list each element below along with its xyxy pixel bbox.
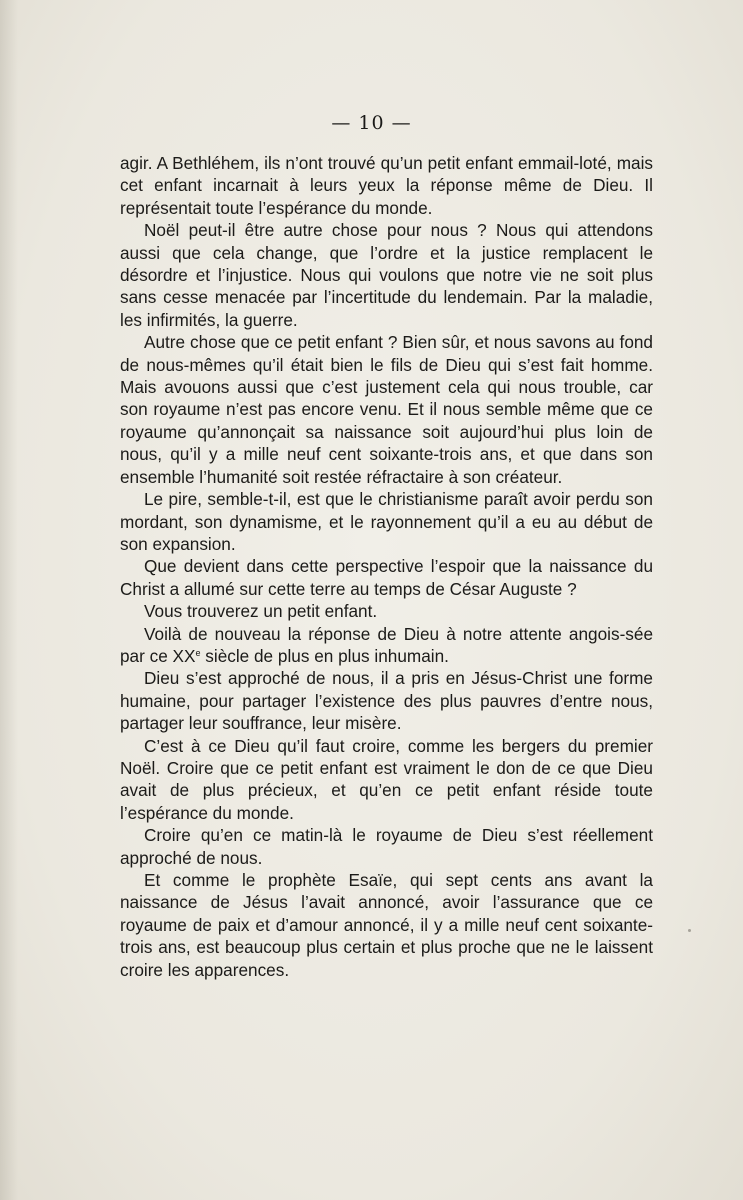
paragraph-5: Que devient dans cette perspective l’espoir que la naissance du Christ a allumé sur cette terre au temps de César Auguste ? <box>120 556 653 599</box>
page-number: — 10 — <box>331 112 412 134</box>
paragraph-11: Et comme le prophète Esaïe, qui sept cents ans avant la naissance de Jésus l’avait annoncé, avoir l’assurance que ce royaume de paix et d’amour annoncé, il y a mille neuf cent soixante-trois ans, est beaucoup plus certain et plus proche que ne le laissent croire les apparences. <box>120 870 653 980</box>
paragraph-2: Noël peut-il être autre chose pour nous ? Nous qui attendons aussi que cela change, que l’ordre et la justice remplacent le désordre et l’injustice. Nous qui voulons que notre vie ne soit plus sans cesse menacée par l’incertitude du lendemain. Par la maladie, les infirmités, la guerre. <box>120 220 653 330</box>
paragraph-6: Vous trouverez un petit enfant. <box>144 601 378 622</box>
paragraph-8: Dieu s’est approché de nous, il a pris en Jésus-Christ une forme humaine, pour partager l’existence des plus pauvres d’entre nous, partager leur souffrance, leur misère. <box>120 668 653 734</box>
paragraph-9: C’est à ce Dieu qu’il faut croire, comme les bergers du premier Noël. Croire que ce petit enfant est vraiment le don de ce que Dieu avait de plus précieux, et qu’en ce petit enfant réside toute l’espérance du monde. <box>120 735 653 823</box>
paragraph-4: Le pire, semble-t-il, est que le christianisme paraît avoir perdu son mordant, son dynamisme, et le rayonnement qu’il a eu au début de son expansion. <box>120 489 653 554</box>
scan-speck <box>688 929 691 932</box>
century-superscript: e <box>195 647 201 658</box>
paragraph-7-text-before: Voilà de nouveau la réponse de Dieu à notre attente angois-sée par ce XX <box>120 623 653 666</box>
paragraph-3: Autre chose que ce petit enfant ? Bien sûr, et nous savons au fond de nous-mêmes qu’il était bien le fils de Dieu qui s’est fait homme. Mais avouons aussi que c’est justement cela qui nous trouble, car son royaume n’est pas encore venu. Et il nous semble même que ce royaume qu’annonçait sa naissance soit aujourd’hui plus loin de nous, qu’il y a mille neuf cent soixante-trois ans, et que dans son ensemble l’humanité soit restée réfractaire à son créateur. <box>120 332 653 487</box>
paragraph-10: Croire qu’en ce matin-là le royaume de Dieu s’est réellement approché de nous. <box>120 825 653 868</box>
page-edge-shadow <box>0 0 18 1200</box>
body-text <box>120 152 653 981</box>
paragraph-7-text-after: siècle de plus en plus inhumain. <box>200 645 449 666</box>
paragraph-7 <box>120 623 653 668</box>
paragraph-1: agir. A Bethléhem, ils n’ont trouvé qu’un petit enfant emmail-loté, mais cet enfant incarnait à leurs yeux la réponse même de Dieu. Il représentait toute l’espérance du monde. <box>120 153 653 218</box>
